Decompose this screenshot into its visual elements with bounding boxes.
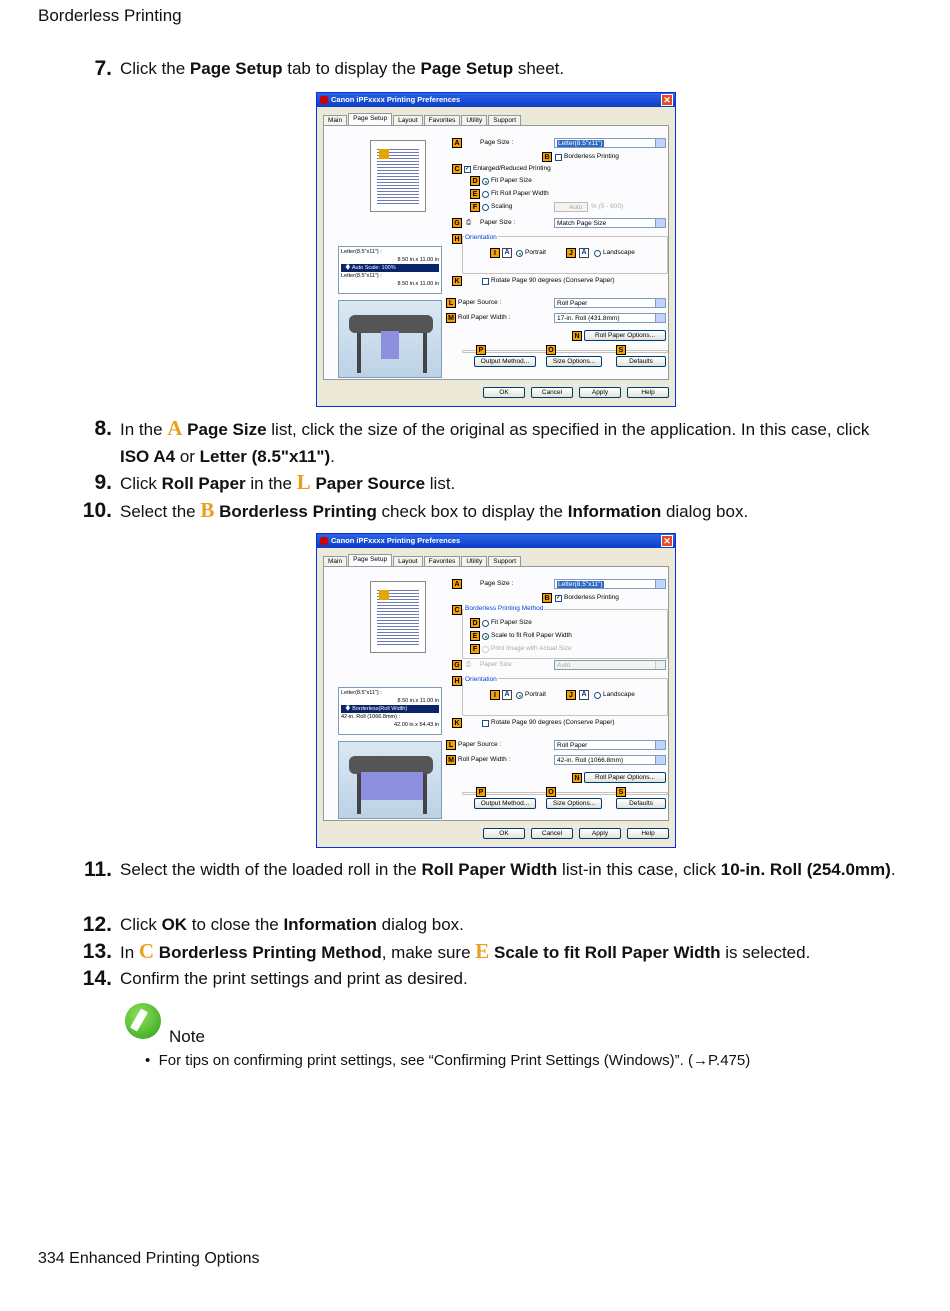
step-text: Click the Page Setup tab to display the Page Setup sheet. [120, 59, 565, 78]
fit-roll-radio[interactable] [482, 191, 489, 198]
title-bar: Canon iPFxxxx Printing Preferences ✕ [317, 534, 675, 548]
badge-i: I [490, 690, 500, 700]
badge-j: J [566, 690, 576, 700]
note-pencil-icon [125, 1003, 161, 1039]
rotate-checkbox[interactable] [482, 720, 489, 727]
defaults-button[interactable]: Defaults [616, 356, 666, 367]
tab-page-setup[interactable]: Page Setup [348, 554, 392, 567]
paper-size-label: Paper Size : [480, 219, 516, 226]
page-setup-sheet [323, 125, 669, 380]
callout-letter: C [138, 939, 155, 963]
badge-f: F [470, 202, 480, 212]
step-number: 13. [82, 940, 112, 963]
badge-n: N [572, 773, 582, 783]
cancel-button[interactable]: Cancel [531, 387, 573, 398]
chevron-down-icon [655, 756, 665, 764]
app-icon [320, 537, 328, 545]
tab-support[interactable]: Support [488, 115, 521, 126]
paper-size-icon: ⎙ [466, 219, 472, 226]
step-number: 11. [83, 858, 112, 881]
badge-o: O [546, 787, 556, 797]
badge-s: S [616, 345, 626, 355]
output-method-button[interactable]: Output Method... [474, 798, 536, 809]
paper-size-select[interactable]: Auto [554, 660, 666, 670]
page-size-label: Page Size : [480, 139, 514, 146]
paper-source-label: Paper Source : [458, 741, 502, 748]
info-output-size: Letter(8.5"x11") : [341, 273, 382, 279]
page-size-select[interactable]: Letter(8.5"x11") [554, 579, 666, 589]
callout-letter: L [296, 470, 311, 494]
note-item [145, 1052, 750, 1069]
tab-strip [323, 113, 522, 125]
paper-source-select[interactable]: Roll Paper [554, 298, 666, 308]
step-text: Click Roll Paper in the L Paper Source list. [120, 470, 456, 494]
portrait-icon: A [502, 248, 512, 258]
size-info-box [338, 246, 442, 294]
image-preview-icon [379, 590, 389, 600]
roll-width-label: Roll Paper Width : [458, 756, 511, 763]
landscape-label: Landscape [603, 691, 635, 698]
badge-m: M [446, 313, 456, 323]
running-header: Borderless Printing [38, 6, 182, 25]
chevron-down-icon [655, 661, 665, 669]
chevron-down-icon [655, 741, 665, 749]
chevron-down-icon [655, 580, 665, 588]
step-number: 10. [82, 499, 112, 522]
ok-button[interactable]: OK [483, 828, 525, 839]
output-method-button[interactable]: Output Method... [474, 356, 536, 367]
scale-roll-radio[interactable] [482, 633, 489, 640]
bullet: • [145, 1052, 151, 1069]
roll-paper-options-button[interactable]: Roll Paper Options... [584, 772, 666, 783]
badge-c: C [452, 164, 462, 174]
badge-f: F [470, 644, 480, 654]
badge-b: B [542, 152, 552, 162]
badge-g: G [452, 218, 462, 228]
tab-utility[interactable]: Utility [461, 115, 487, 126]
info-output-dims: 42.00 in.x 54.43 in [394, 722, 439, 728]
borderless-method-title: Borderless Printing Method [465, 605, 544, 612]
badge-h: H [452, 234, 462, 244]
badge-d: D [470, 176, 480, 186]
app-icon [320, 96, 328, 104]
badge-n: N [572, 331, 582, 341]
step-text: Click OK to close the Information dialog box. [120, 915, 464, 934]
step-text: In C Borderless Printing Method, make sure E Scale to fit Roll Paper Width is selected. [120, 939, 811, 963]
step-number: 14. [82, 967, 112, 990]
apply-button[interactable]: Apply [579, 387, 621, 398]
fit-roll-label: Fit Roll Paper Width [491, 190, 549, 197]
fit-paper-radio[interactable] [482, 178, 489, 185]
page-preview [370, 140, 426, 212]
arrow-down-icon: 🡇 [345, 706, 353, 712]
tab-layout[interactable]: Layout [393, 556, 423, 567]
help-button[interactable]: Help [627, 387, 669, 398]
badge-s: S [616, 787, 626, 797]
landscape-label: Landscape [603, 249, 635, 256]
landscape-icon: A [579, 248, 589, 258]
info-original-dims: 8.50 in.x 11.00 in [397, 257, 439, 263]
borderless-label: Borderless Printing [564, 153, 619, 160]
scaling-range: % (5 - 600) [591, 203, 624, 210]
paper-source-select[interactable]: Roll Paper [554, 740, 666, 750]
scaling-label: Scaling [491, 203, 513, 210]
tab-favorites[interactable]: Favorites [424, 556, 461, 567]
badge-o: O [546, 345, 556, 355]
chevron-down-icon [655, 314, 665, 322]
rotate-label: Rotate Page 90 degrees (Conserve Paper) [491, 719, 615, 726]
image-preview-icon [379, 149, 389, 159]
orientation-title: Orientation [465, 234, 497, 241]
chevron-down-icon [655, 219, 665, 227]
info-original-size: Letter(8.5"x11") : [341, 249, 382, 255]
paper-size-select[interactable]: Match Page Size [554, 218, 666, 228]
badge-k: K [452, 718, 462, 728]
badge-p: P [476, 787, 486, 797]
badge-e: E [470, 189, 480, 199]
badge-g: G [452, 660, 462, 670]
tab-support[interactable]: Support [488, 556, 521, 567]
chevron-down-icon [655, 139, 665, 147]
roll-paper-options-button[interactable]: Roll Paper Options... [584, 330, 666, 341]
badge-b: B [542, 593, 552, 603]
note-label: Note [169, 1027, 205, 1046]
paper-source-label: Paper Source : [458, 299, 502, 306]
roll-width-label: Roll Paper Width : [458, 314, 511, 321]
info-output-size: 42-in. Roll (1066.8mm) : [341, 714, 400, 720]
actual-size-radio[interactable] [482, 646, 489, 653]
size-options-button[interactable]: Size Options... [546, 356, 602, 367]
size-options-button[interactable]: Size Options... [546, 798, 602, 809]
paper-size-label: Paper Size : [480, 661, 516, 668]
info-output-dims: 8.50 in.x 11.00 in [397, 281, 439, 287]
callout-letter: E [475, 939, 490, 963]
fit-paper-label: Fit Paper Size [491, 619, 532, 626]
badge-c: C [452, 605, 462, 615]
printing-preferences-dialog-1 [316, 92, 676, 407]
fit-paper-radio[interactable] [482, 620, 489, 627]
badge-a: A [452, 138, 462, 148]
portrait-radio[interactable] [516, 692, 523, 699]
callout-letter: B [200, 498, 215, 522]
step-11 [70, 856, 896, 910]
scaling-radio[interactable] [482, 204, 489, 211]
note-text: For tips on confirming print settings, see “Confirming Print Settings (Windows)”. (→P.475) [158, 1052, 751, 1069]
title-bar: Canon iPFxxxx Printing Preferences ✕ [317, 93, 675, 107]
step-number: 7. [94, 57, 112, 80]
orientation-title: Orientation [465, 676, 497, 683]
portrait-radio[interactable] [516, 250, 523, 257]
badge-e: E [470, 631, 480, 641]
button-divider [462, 350, 668, 353]
info-original-dims: 8.50 in.x 11.00 in [397, 698, 439, 704]
info-original-size: Letter(8.5"x11") : [341, 690, 382, 696]
scale-roll-label: Scale to fit Roll Paper Width [491, 632, 572, 639]
tab-favorites[interactable]: Favorites [424, 115, 461, 126]
tab-main[interactable]: Main [323, 115, 347, 126]
step-number: 12. [82, 913, 112, 936]
defaults-button[interactable]: Defaults [616, 798, 666, 809]
arrow-down-icon: 🡇 [345, 265, 352, 271]
close-icon[interactable]: ✕ [661, 535, 673, 547]
tab-main[interactable]: Main [323, 556, 347, 567]
landscape-radio[interactable] [594, 692, 601, 699]
chevron-down-icon [655, 299, 665, 307]
portrait-label: Portrait [525, 691, 546, 698]
cancel-button[interactable]: Cancel [531, 828, 573, 839]
apply-button[interactable]: Apply [579, 828, 621, 839]
page-setup-sheet [323, 566, 669, 821]
tab-utility[interactable]: Utility [461, 556, 487, 567]
info-scale-bar: 🡇 Borderless(Roll Width) [341, 705, 439, 713]
step-number: 9. [94, 471, 112, 494]
badge-d: D [470, 618, 480, 628]
tab-layout[interactable]: Layout [393, 115, 423, 126]
page-size-label: Page Size : [480, 580, 514, 587]
badge-k: K [452, 276, 462, 286]
badge-m: M [446, 755, 456, 765]
roll-width-select[interactable]: 17-in. Roll (431.8mm) [554, 313, 666, 323]
printer-illustration [338, 300, 442, 378]
enlarged-checkbox[interactable]: ✓ [465, 166, 471, 172]
enlarged-label: Enlarged/Reduced Printing [473, 165, 551, 172]
fit-paper-label: Fit Paper Size [491, 177, 532, 184]
badge-i: I [490, 248, 500, 258]
page-size-select[interactable]: Letter(8.5"x11") [554, 138, 666, 148]
tab-page-setup[interactable]: Page Setup [348, 113, 392, 126]
badge-l: L [446, 740, 456, 750]
landscape-radio[interactable] [594, 250, 601, 257]
badge-j: J [566, 248, 576, 258]
button-divider [462, 792, 668, 795]
badge-h: H [452, 676, 462, 686]
actual-size-label: Print Image with Actual Size [491, 645, 572, 652]
rotate-checkbox[interactable] [482, 278, 489, 285]
page-footer: 334 Enhanced Printing Options [38, 1250, 260, 1267]
ok-button[interactable]: OK [483, 387, 525, 398]
printing-preferences-dialog-2 [316, 533, 676, 848]
portrait-icon: A [502, 690, 512, 700]
borderless-checkbox[interactable] [555, 154, 562, 161]
borderless-label: Borderless Printing [564, 594, 619, 601]
step-text: Select the width of the loaded roll in the Roll Paper Width list-in this case, click 10-in. Roll (254.0mm). [120, 860, 896, 879]
step-number: 8. [94, 417, 112, 440]
paper-size-icon: ⎙ [466, 661, 472, 668]
step-text: Select the B Borderless Printing check box to display the Information dialog box. [120, 498, 749, 522]
step-text: Confirm the print settings and print as desired. [120, 969, 468, 988]
borderless-checkbox[interactable]: ✓ [556, 595, 562, 601]
info-scale-bar: 🡇 Auto Scale: 100% [341, 264, 439, 272]
badge-p: P [476, 345, 486, 355]
landscape-icon: A [579, 690, 589, 700]
close-icon[interactable]: ✕ [661, 94, 673, 106]
size-info-box [338, 687, 442, 735]
callout-letter: A [167, 416, 183, 440]
help-button[interactable]: Help [627, 828, 669, 839]
roll-width-select[interactable]: 42-in. Roll (1066.8mm) [554, 755, 666, 765]
page-preview [370, 581, 426, 653]
rotate-label: Rotate Page 90 degrees (Conserve Paper) [491, 277, 615, 284]
portrait-label: Portrait [525, 249, 546, 256]
badge-a: A [452, 579, 462, 589]
scaling-input[interactable]: Auto [554, 202, 588, 212]
tab-strip [323, 554, 522, 566]
badge-l: L [446, 298, 456, 308]
printer-illustration [338, 741, 442, 819]
step-text: In the A Page Size list, click the size of the original as specified in the application. In this case, click ISO A4 or Letter (8.5"x11"). [120, 416, 870, 466]
